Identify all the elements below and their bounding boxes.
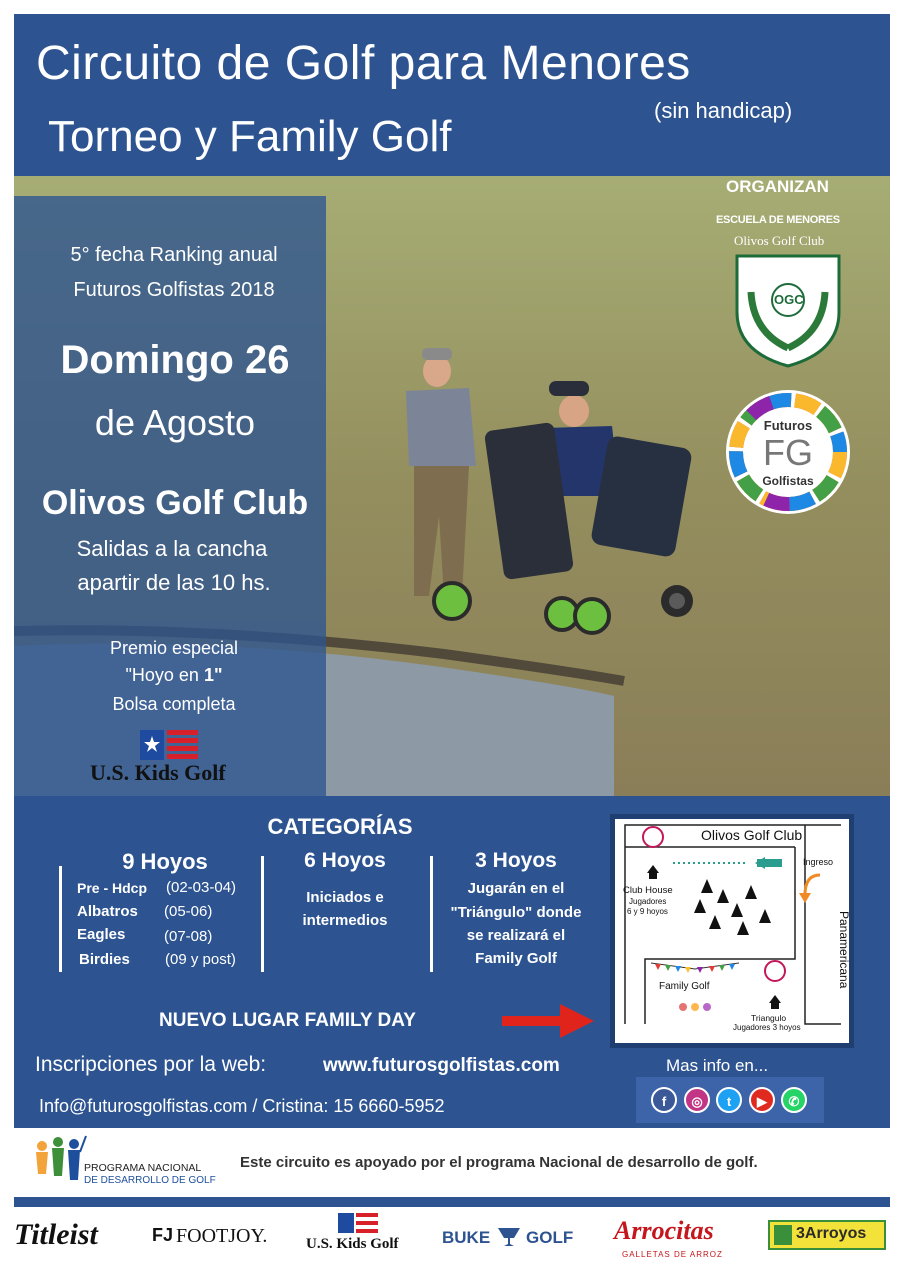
category-divider	[59, 866, 62, 972]
programa-golfers-icon	[28, 1134, 88, 1190]
fg-top-text: Futuros	[763, 418, 813, 433]
category-6-title: 6 Hoyos	[304, 849, 386, 872]
fg-bottom-text: Golfistas	[762, 474, 814, 488]
inscripciones-label: Inscripciones por la web:	[35, 1053, 267, 1076]
fg-letters: FG	[763, 432, 813, 473]
ranking-line1: 5° fecha Ranking anual	[70, 244, 278, 266]
prize-hole-number: 1"	[203, 665, 223, 685]
map-triangulo: Triangulo	[751, 1013, 787, 1023]
support-text: Este circuito es apoyado por el programa Nacional de desarrollo de golf.	[240, 1154, 758, 1171]
school-line2: Olivos Golf Club	[734, 233, 825, 248]
prize-line2	[14, 665, 334, 686]
categories-heading: CATEGORÍAS	[267, 814, 413, 839]
category-row-name: Eagles	[77, 926, 126, 943]
sponsor-footjoy: FOOTJOY.	[176, 1225, 268, 1247]
category-row-name: Birdies	[79, 951, 130, 968]
uskids-flag-icon	[140, 730, 198, 760]
map-players-3: Jugadores 3 hoyos	[733, 1023, 801, 1032]
sponsor-arrocitas-sub: GALLETAS DE ARROZ	[622, 1250, 723, 1259]
ranking-line2: Futuros Golfistas 2018	[73, 279, 275, 301]
page-title: Circuito de Golf para Menores	[36, 37, 691, 90]
sponsor-buke-golf: GOLF	[526, 1228, 574, 1247]
map-club-house: Club House	[623, 885, 673, 896]
sponsor-uskids: U.S. Kids Golf	[306, 1236, 399, 1252]
sponsor-footjoy-mark: FJ	[152, 1225, 174, 1245]
uskids-logo: U.S. Kids Golf	[90, 760, 226, 785]
subtitle: (sin handicap)	[654, 98, 793, 123]
footer-separator	[14, 1197, 890, 1207]
category-3-title: 3 Hoyos	[475, 849, 557, 872]
olivos-crest-logo	[733, 252, 843, 368]
sponsor-arrocitas: Arrocitas	[614, 1216, 714, 1245]
programa-line1: PROGRAMA NACIONAL	[84, 1162, 202, 1174]
whatsapp-icon[interactable]: ✆	[781, 1087, 807, 1113]
category-divider	[261, 856, 264, 972]
departure-line2: apartir de las 10 hs.	[77, 570, 271, 595]
event-date-month: de Agosto	[94, 402, 256, 443]
crest-letters: OGC	[774, 292, 804, 307]
map-players-69-line2: 6 y 9 hoyos	[627, 907, 668, 916]
category-divider	[430, 856, 433, 972]
family-day-notice: NUEVO LUGAR FAMILY DAY	[159, 1010, 416, 1031]
category-row-years: (09 y post)	[165, 951, 236, 968]
category-3-line2: "Triángulo" donde	[450, 904, 582, 921]
category-row-name: Pre - Hdcp	[77, 880, 148, 896]
trophy-icon	[496, 1226, 522, 1248]
sponsor-titleist: Titleist	[14, 1218, 98, 1251]
event-date-day: Domingo 26	[60, 338, 290, 382]
category-3-line3: se realizará el	[466, 927, 566, 944]
map-title: Olivos Golf Club	[701, 827, 803, 843]
twitter-icon[interactable]: t	[716, 1087, 742, 1113]
website-link[interactable]: www.futurosgolfistas.com	[323, 1055, 560, 1076]
prize-line1: Premio especial	[109, 638, 239, 658]
school-line1: ESCUELA DE MENORES	[716, 214, 840, 226]
event-venue: Olivos Golf Club	[41, 484, 309, 522]
category-6-line1: Iniciados e	[306, 889, 384, 906]
map-drawing	[615, 819, 849, 1043]
contact-email-phone[interactable]: Info@futurosgolfistas.com / Cristina: 15 6660-5952	[39, 1096, 445, 1116]
category-row-years: (05-06)	[164, 903, 213, 920]
venue-map	[610, 814, 854, 1048]
instagram-icon[interactable]: ◎	[684, 1087, 710, 1113]
programa-line2: DE DESARROLLO DE GOLF	[84, 1175, 216, 1186]
category-row-name: Albatros	[77, 903, 138, 920]
departure-line1: Salidas a la cancha	[76, 536, 268, 561]
category-row-years: (07-08)	[164, 928, 213, 945]
map-ingreso: Ingreso	[803, 857, 834, 867]
map-players-69-line1: Jugadores	[629, 897, 667, 906]
youtube-icon[interactable]: ▶	[749, 1087, 775, 1113]
category-6-line2: intermedios	[302, 912, 388, 929]
sponsor-buke: BUKE	[442, 1228, 491, 1247]
sponsor-tres-arroyos: 3Arroyos	[796, 1225, 867, 1242]
tres-arroyos-leaf-icon	[774, 1225, 792, 1245]
prize-line2-text: "Hoyo en	[125, 665, 204, 685]
mas-info-label: Mas info en...	[666, 1056, 769, 1075]
category-3-line1: Jugarán en el	[467, 880, 565, 897]
uskids-flag-icon	[338, 1213, 378, 1233]
prize-line3: Bolsa completa	[112, 694, 236, 714]
category-row-years: (02-03-04)	[166, 879, 237, 896]
page-subtitle: Torneo y Family Golf	[48, 112, 452, 161]
organizers-heading: ORGANIZAN	[726, 177, 829, 196]
category-3-line4: Family Golf	[475, 950, 557, 967]
map-family-golf: Family Golf	[659, 981, 710, 992]
facebook-icon[interactable]: f	[651, 1087, 677, 1113]
category-9-title: 9 Hoyos	[122, 849, 208, 874]
map-road: Panamericana	[837, 911, 851, 989]
red-arrow-icon	[502, 1004, 594, 1038]
